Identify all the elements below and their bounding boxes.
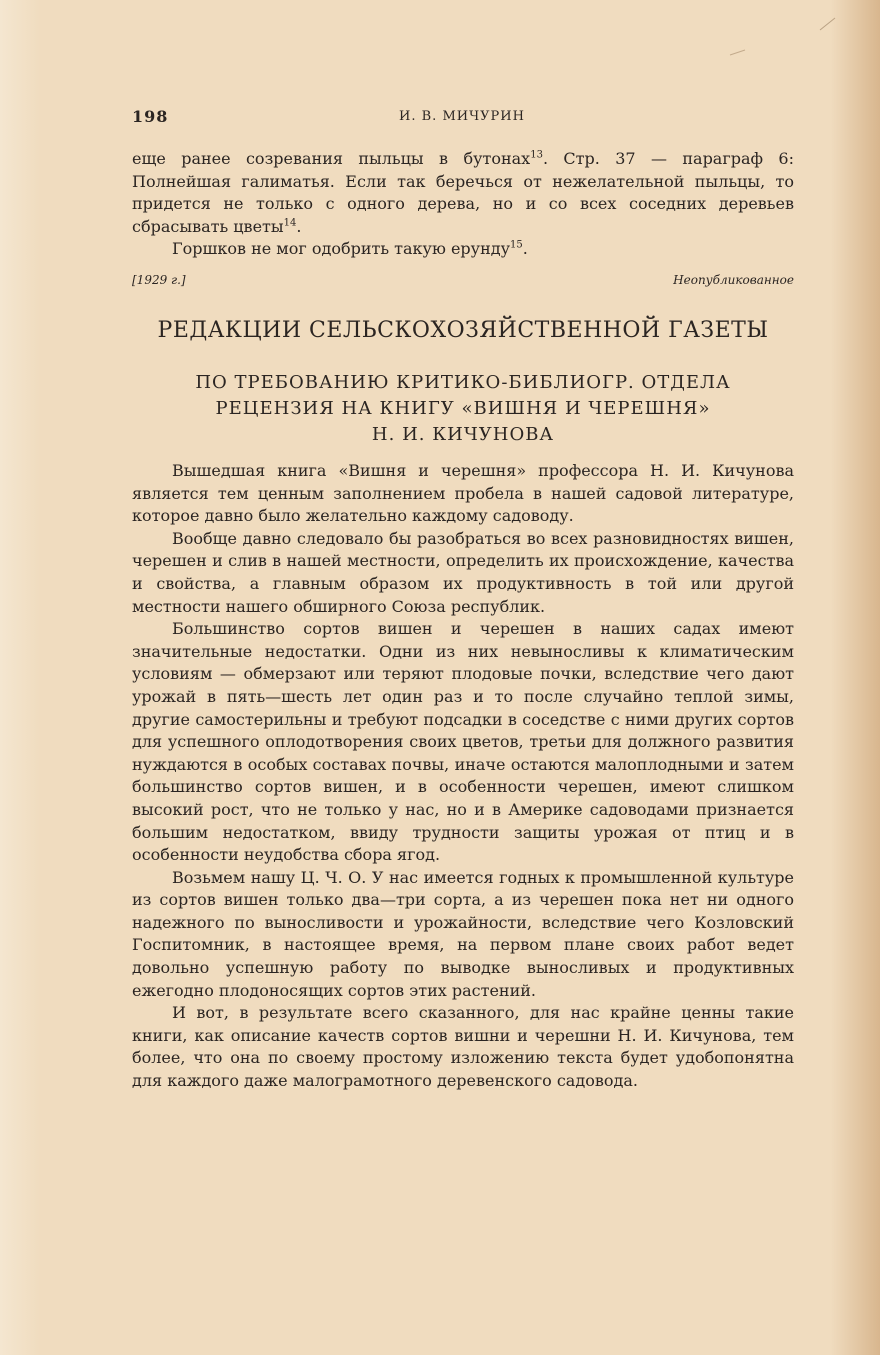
paragraph: Вышедшая книга «Вишня и черешня» профессора Н. И. Кичунова является тем ценным заполнением пробела в нашей садовой литературе, которое давно было желательно каждому садоводу. (132, 461, 794, 526)
paragraph: Вообще давно следовало бы разобраться во всех разновидностях вишен, черешен и слив в нашей местности, определить их происхождение, качества и свойства, а главным образом их продуктивность в той или другой местности нашего обширного Союза республик. (132, 528, 794, 616)
article-title: РЕДАКЦИИ СЕЛЬСКОХОЗЯЙСТВЕННОЙ ГАЗЕТЫ (157, 318, 769, 343)
footnote-ref: 13 (530, 149, 543, 161)
subtitle-line: ПО ТРЕБОВАНИЮ КРИТИКО-БИБЛИОГР. ОТДЕЛА (195, 372, 731, 393)
running-head: И. В. МИЧУРИН (399, 109, 525, 124)
document-meta (132, 273, 794, 291)
page-header (132, 107, 792, 131)
meta-date: [1929 г.] (132, 273, 186, 287)
subtitle-line: Н. И. КИЧУНОВА (371, 424, 555, 445)
paragraph: И вот, в результате всего сказанного, для нас крайне ценны такие книги, как описание качеств сортов вишни и черешни Н. И. Кичунова, тем более, что она по своему простому изложению текста будет удобопонятна для каждого даже малограмотного деревенского садовода. (132, 1003, 794, 1091)
meta-source: Неопубликованное (673, 273, 794, 287)
paragraph: Горшков не мог одобрить такую ерунду$^{15}$. (172, 239, 528, 258)
previous-section-text (132, 148, 794, 261)
paragraph: еще ранее созревания пыльцы в бутонах$^{13}$. Стр. 37 — параграф 6: Полнейшая галиматья. Если так беречься от нежелательной пыльцы, то придется не только с одного дерева, но и со всех соседних деревьев сбрасывать цветы$^{14}$. (132, 149, 794, 236)
subtitle-line: РЕЦЕНЗИЯ НА КНИГУ «ВИШНЯ И ЧЕРЕШНЯ» (215, 398, 711, 419)
page-number: 198 (132, 107, 169, 126)
paragraph: Большинство сортов вишен и черешен в наших садах имеют значительные недостатки. Одни из них невыносливы к климатическим условиям — обмерзают или теряют плодовые почки, вследствие чего дают урожай в пять—шесть лет один раз и то после случайно теплой зимы, другие самостерильны и требуют подсадки в соседстве с ними других сортов для успешного оплодотворения своих цветов, третьи для должного развития нуждаются в особых составах почвы, иначе остаются малоплодными и затем большинство сортов вишен, и в особенности черешен, имеют слишком высокий рост, что не только у нас, но и в Америке садоводами признается большим недостатком, ввиду трудности защиты урожая от птиц и в особенности неудобства сбора ягод. (132, 619, 794, 865)
footnote-ref: 14 (283, 217, 297, 229)
article-subtitle (132, 370, 794, 448)
article-body (132, 460, 794, 1093)
paragraph: Возьмем нашу Ц. Ч. О. У нас имеется годных к промышленной культуре из сортов вишен только два—три сорта, а из черешен пока нет ни одного надежного по выносливости и урожайности, вследствие чего Козловский Госпитомник, в настоящее время, на первом плане своих работ ведет довольно успешную работу по выводке выносливых и продуктивных ежегодно плодоносящих сортов этих растений. (132, 867, 794, 1000)
footnote-ref: 15 (510, 239, 523, 251)
